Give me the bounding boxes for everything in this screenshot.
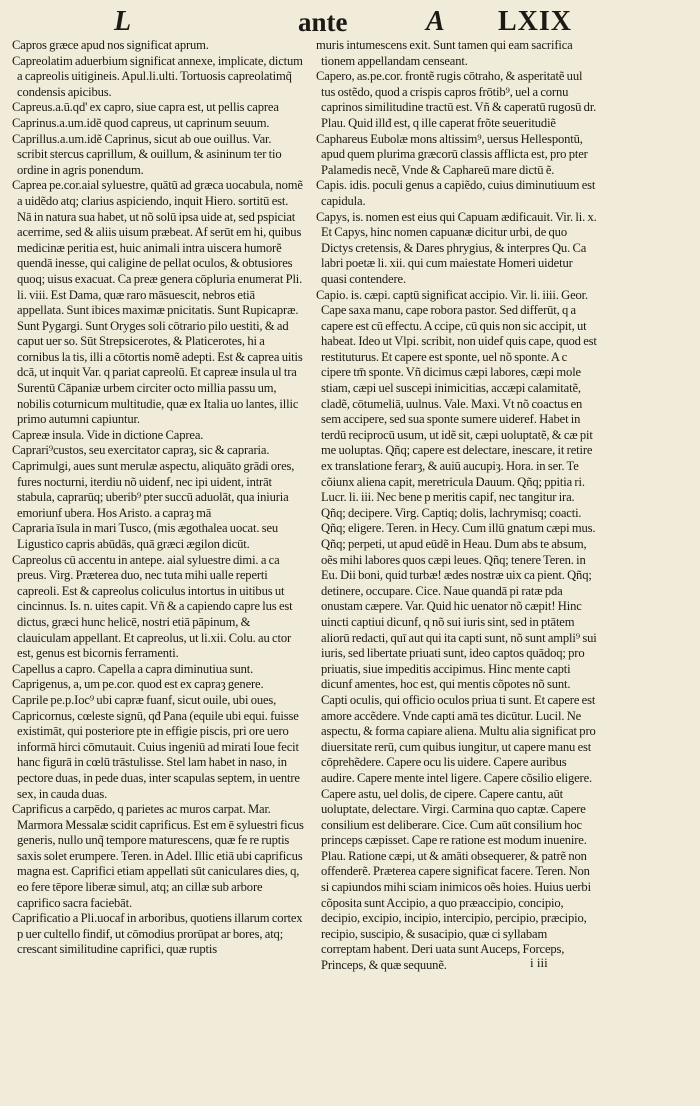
running-header — [0, 4, 700, 40]
entry-paragraph: Caprea pe.cor.aial syluestre, quātū ad græca uocabula, nomẽ a uidẽdo atq; clarius aspiciendo, inquit Hiero. sortitū est. Nā in natura sua habet, ut nõ solū ipsa uide at, sed pspiciat acerrime, sed & aliis uisum præbeat. Af serūt em hi, quibus medicinæ peritia est, huic animali intra uiscera humorẽ quendā inesse, qui caligine de pellat oculos, & obtusiores quoq; uisus exacuat. Ca preæ genera cōpluria enumerat Pli. li. viii. Est Dama, quæ raro māsuescit, nebros etiā appellata. Sunt ibices maximæ pnicitatis. Sunt Rupicapræ. Sunt Pygargi. Sunt Oryges soli cōtrario pilo uestiti, & ad caput uer so. Sūt Strepsicerotes, & Platicerotes, hi a cornibus la tis, illi a cōtortis nomẽ adepti. Est & caprea uitis dcā, ut inquit Var. q pariat capreolū. Et capreæ insula ul tra Surentū Cāpaniæ urbem circiter octo millia passu um, nobilis coturnicum multitudie, quæ ex Italia uo lantes, illic primo autumni capiuntur. — [12, 178, 303, 427]
entry-paragraph: Capreolus cū accentu in antepe. aial syluestre dimi. a ca preus. Virg. Præterea duo, nec tuta mihi ualle reperti capreoli. Est & capreolus coliculus intortus in uitibus ut cincinnus. Is. n. uites capit. Vñ & a capiendo capre lus est dictus, græci hunc helicē, nostri etiā pāpinum, & clauiculam appellant. Et capreolus, ut li.xii. Colu. au ctor est, genus est bicornis ferramenti. — [12, 552, 293, 661]
entry-paragraph: Capricornus, cœleste signū, qđ Pana (equile ubi equi. fuisse existimāt, qui posteriore pte in effigie piscis, pri ore uero informā hirci cōmutauit. Cuius ingeniū ad mirati Ioue fecit hanc figurā in cœlū trāstulisse. Stel lam habet in naso, in pectore duas, in pede duas, inter scapulas septem, in uentre sex, in cauda duas. — [12, 708, 300, 801]
entry-paragraph: Caphareus Eubolæ mons altissim⁹, uersus Hellespontū, apud quem plurima græcorū classis afflicta est, pro pter Palamedis necẽ, Vnde & Caphareū mare dictū ẽ. — [316, 131, 588, 177]
header-center-word: ante — [298, 7, 348, 37]
entry-paragraph: Capellus a capro. Capella a capra diminutiua sunt. — [12, 661, 254, 676]
header-left-letter: L — [114, 6, 132, 37]
entry-paragraph: Capero, as.pe.cor. frontẽ rugis cōtraho, & asperitatẽ uul tus ostẽdo, quod a crispis capros frōtib⁹, uel a cornu caprinos similitudine tractū est. Vñ & caperatū rugosū dr. Plau. Quid illđ est, q ille caperat frõte seueritudiẽ — [316, 69, 597, 130]
entry-paragraph: Caprillus.a.um.idẽ Caprinus, sicut ab oue ouillus. Var. scribit stercus caprillum, & ouillum, & asininum ter tio ordine in agris ponendum. — [12, 131, 282, 177]
entry-paragraph: Caprimulgi, aues sunt merulæ aspectu, aliquāto grādi ores, fures nocturni, iterdiu nõ uidenf, nec ipi uident, intrāt stabula, caprarūq; uberib⁹ pter succū aduolāt, qua iniuria emoriunf ubera. Hos Aristo. a capraȝ mā — [12, 459, 295, 520]
entry-paragraph: Caprificatio a Pli.uocaf in arboribus, quotiens illarum cortex p uer cultello findif, ut cōmodius prorūpat ar bores, atq; crescant similitudine caprifici, quæ ruptis — [12, 911, 303, 957]
entry-paragraph: Caprinus.a.um.idẽ quod capreus, ut caprinum seuum. — [12, 115, 270, 130]
right-text-column — [316, 38, 598, 974]
entry-paragraph: Capreus.a.ū.qd' ex capro, siue capra est, ut pellis caprea — [12, 100, 279, 115]
header-right-letter: A — [426, 6, 445, 37]
entry-paragraph: Caprari⁹custos, seu exercitator capraȝ, sic & capraria. — [12, 443, 270, 458]
entry-paragraph: Capros græce apud nos significat aprum. — [12, 38, 209, 52]
entry-paragraph: muris intumescens exit. Sunt tamen qui eam sacrifica tionem appellandam censeant. — [316, 38, 573, 68]
entry-paragraph: Capio. is. cæpi. captū significat accipio. Vir. li. iiii. Geor. Cape saxa manu, cape robora pastor. Sed differūt, q a capere est cū effectu. A ccipe, cū quis non sic accipit, ut habeat. Ideo ut Vlpi. scribit, non uidef quis cape, quod est restituturus. Et capere est sponte, uel nõ sponte. A c cipere tm̄ sponte. Vñ dicimus cæpi labores, cæpi mole stiam, cæpi uel suscepi inimicitias, accæpi calamitatẽ, cladẽ, cōtumeliā, uulnus. Vale. Maxi. Vt nõ coactus en sem accipere, sed sua sponte sumere uideref. Habet in terdū reciprocū usum, ut idẽ sit, cæpi uoluptatẽ, & cæ pit me uoluptas. Qñq; capere est delectare, inescare, it retire ex translatione ferarȝ, & auiū aucupiȝ. Hora. in ser. Te cõiunx aliena capit, meretricula Dauum. Qñq; ppitia ri. Lucr. li. iii. Nec bene p meritis capif, nec tangitur ira. Qñq; decipere. Virg. Captiq; dolis, lachrymisq; coacti. Qñq; eligere. Teren. in Hecy. Cum illū gnatum cæpi mus. Qñq; perpeti, ut apud eūdẽ in Heau. Dum abs te absum, oẽs mihi labores quos cæpi leues. Qñq; tenere Teren. in Eu. Dii boni, quid turbæ! ædes nostræ uix ca pient. Qñq; detinere, occupare. Cice. Naue quandā pi ratæ pda onustam cæpere. Var. Quid hic uenator nõ cæpit! Hinc uincti captiui dicunf, q nõ sui iuris sint, sed in ptātem aliorū redacti, quī aut qui ita capti sunt, nõ sunt ampli⁹ sui iuris, sed libertate priuati sunt, ideo captos quādoq; pro priuatis, siue impeditis accipimus. Hinc mente capti dicunf amentes, hoc est, qui mentis cõpotes nõ sunt. Capti oculis, qui officio oculos priua ti sunt. Et capere est amore accẽdere. Vnde capti amā tes dicūtur. Lucil. Ne aspectu, & forma capiare aliena. Multu alia significat pro diuersitate rerū, cum quibus iungitur, ut capere manu est cōprehẽdere. Capere ocu lis uidere. Capere auribus audire. Capere mente intel ligere. Capere cõsilio eligere. Capere astu, uel dolis, de cipere. Capere cantu, aūt uoluptate, delectare. Virgi. Carmina quo captæ. Capere consilium est deliberare. Cice. Cum aūt consilium hoc princeps cæpisset. Cape re ratione est modum inuenire. Plau. Ratione cæpi, ut & amāti obsequerer, & patrẽ non offenderẽ. Præterea capere significat facere. Teren. Non si capiundos mihi sciam inimicos oẽs hoies. Huius uerbi cõposita sunt Accipio, a quo præaccipio, concipio, decipio, excipio, incipio, intercipio, percipio, præcipio, recipio, suscipio, & susacipio, quæ ci syllabam correptam habent. Deri uata sunt Auceps, Forceps, Princeps, & quæ sequunẽ. — [316, 287, 597, 973]
entry-paragraph: Capraria īsula in mari Tusco, (mis ægothalea uocat. seu Ligustico capris abūdās, quā græci ægilon dicūt. — [12, 521, 279, 551]
signature-mark: i iii — [530, 955, 548, 970]
entry-paragraph: Caprigenus, a, um pe.cor. quod est ex capraȝ genere. — [12, 677, 264, 692]
entry-paragraph: Caprile pe.p.Ioc⁹ ubi capræ fuanf, sicut ouile, ubi oues, — [12, 692, 277, 707]
entry-paragraph: Capreæ insula. Vide in dictione Caprea. — [12, 427, 204, 442]
entry-paragraph: Capreolatim aduerbium significat annexe, implicate, dictum a capreolis uitigineis. Apul.li.ulti. Tortuosis capreolatimq̃ condensis apicibus. — [12, 53, 303, 99]
entry-paragraph: Caprificus a carpēdo, q parietes ac muros carpat. Mar. Marmora Messalæ scidit caprificus. Est em ē syluestri ficus generis, nullo unq̃ tempore maturescens, quæ fe re ruptis saxis solet erumpere. Teren. in Adel. Illic etiā ubi caprificus magna est. Caprifici etiam appellati sūt caniculares dies, q, eo fere tēpore liberæ simul, atq; an cillæ sub arbore caprifico sacra faciebāt. — [12, 802, 304, 910]
folio-number: LXIX — [498, 6, 573, 37]
entry-paragraph: Capis. idis. poculi genus a capiẽdo, cuius diminutiuum est capidula. — [316, 178, 596, 208]
entry-paragraph: Capys, is. nomen est eius qui Capuam ædificauit. Vir. li. x. Et Capys, hinc nomen capuanæ dicitur urbi, de quo Dictys cretensis, & Dares phrygius, & interpres Qu. Ca labri poetæ li. xii. qui cum maiestate Homeri uidetur quasi contendere. — [316, 209, 597, 286]
left-text-column — [12, 38, 304, 958]
